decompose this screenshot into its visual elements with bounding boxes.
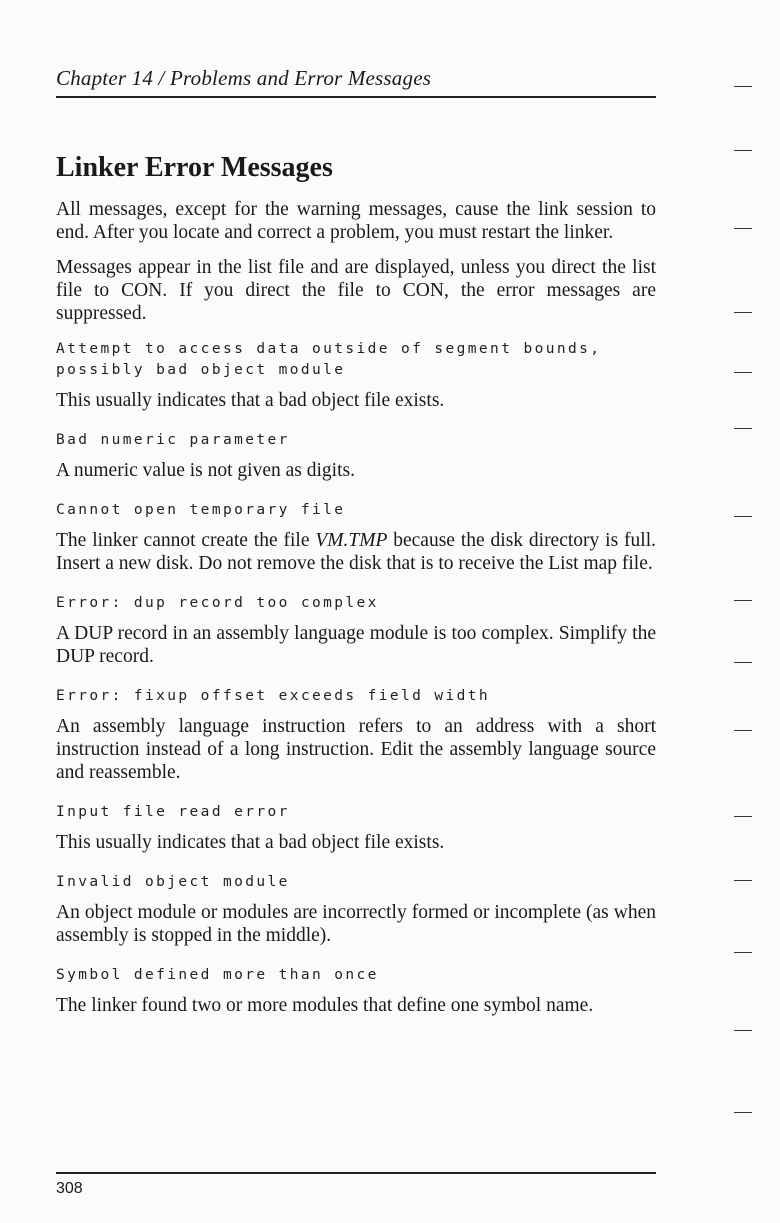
error-message: Cannot open temporary file bbox=[56, 502, 346, 518]
binder-edge-marks bbox=[728, 80, 758, 1120]
error-message: Error: dup record too complex bbox=[56, 595, 379, 611]
error-description: This usually indicates that a bad object file exists. bbox=[56, 390, 445, 411]
intro-paragraph: Messages appear in the list file and are displayed, unless you direct the list file to CON. If you direct the file to CON, the error messages are suppressed. bbox=[56, 257, 656, 324]
error-description: A DUP record in an assembly language module is too complex. Simplify the DUP record. bbox=[56, 623, 656, 667]
error-message: Bad numeric parameter bbox=[56, 432, 290, 448]
error-message: Symbol defined more than once bbox=[56, 967, 379, 983]
description-text: The linker cannot create the file bbox=[56, 530, 316, 551]
error-message: Attempt to access data outside of segment bounds, possibly bad object module bbox=[56, 341, 602, 378]
running-header: Chapter 14 / Problems and Error Messages bbox=[56, 66, 432, 90]
error-description: A numeric value is not given as digits. bbox=[56, 460, 355, 481]
error-message: Invalid object module bbox=[56, 874, 290, 890]
error-message: Input file read error bbox=[56, 804, 290, 820]
description-text: because the disk directory is full. Insert a new disk. Do not remove the disk that is to receive the List map file. bbox=[56, 530, 656, 574]
footer-rule bbox=[56, 1172, 656, 1174]
header-rule bbox=[56, 96, 656, 98]
intro-paragraph: All messages, except for the warning messages, cause the link session to end. After you locate and correct a problem, you must restart the linker. bbox=[56, 199, 656, 243]
page-number: 308 bbox=[56, 1180, 83, 1197]
error-description: An assembly language instruction refers to an address with a short instruction instead of a long instruction. Edit the assembly language source and reassemble. bbox=[56, 716, 656, 783]
error-description: This usually indicates that a bad object file exists. bbox=[56, 832, 445, 853]
section-title: Linker Error Messages bbox=[56, 152, 333, 183]
filename-emphasis: VM.TMP bbox=[315, 530, 388, 551]
section-body bbox=[56, 198, 656, 1017]
error-description: An object module or modules are incorrectly formed or incomplete (as when assembly is stopped in the middle). bbox=[56, 902, 656, 946]
error-message: Error: fixup offset exceeds field width bbox=[56, 688, 491, 704]
error-description: The linker found two or more modules that define one symbol name. bbox=[56, 995, 594, 1016]
error-description bbox=[56, 529, 656, 575]
